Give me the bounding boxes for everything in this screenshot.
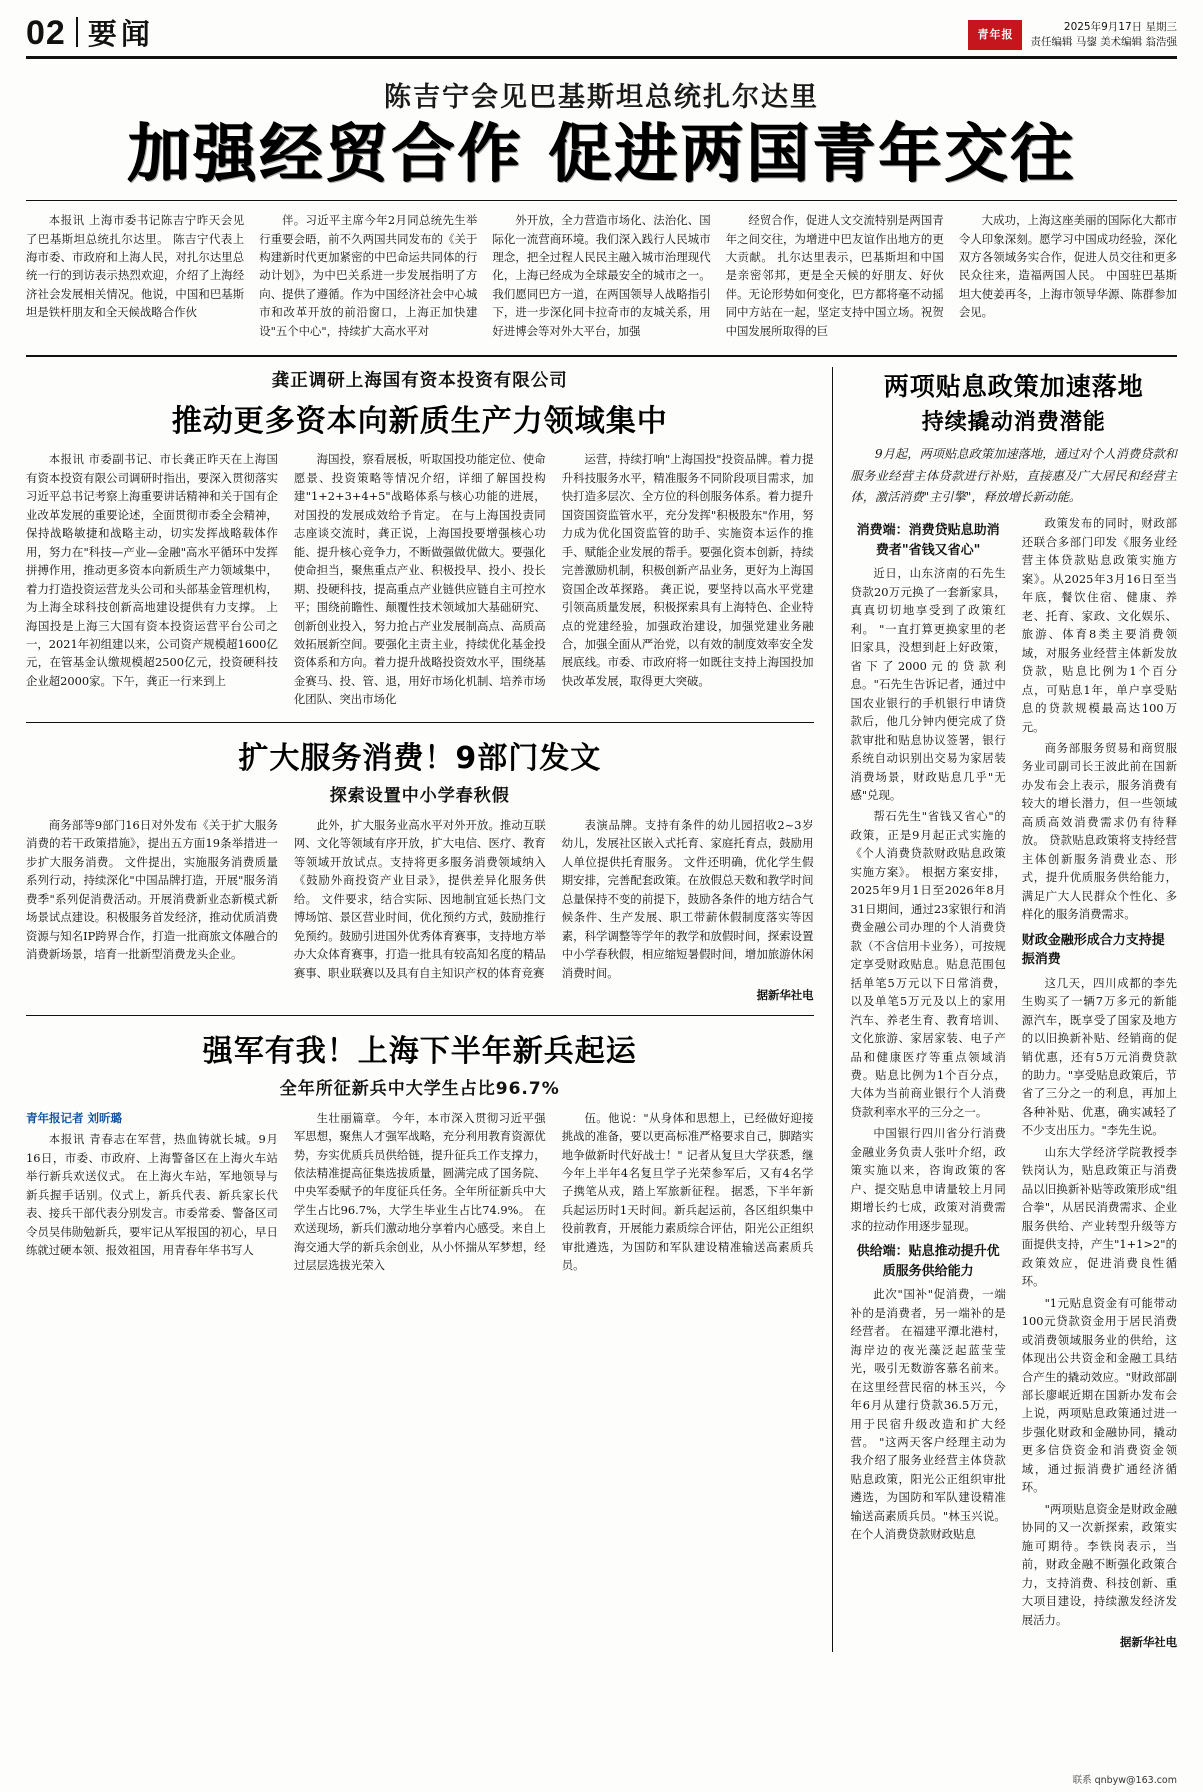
masthead-meta bbox=[1030, 20, 1177, 50]
main-body bbox=[26, 367, 1177, 1651]
paragraph: 伴。习近平主席今年2月同总统先生举行重要会晤，前不久两国共同发布的《关于构建新时代更加紧密的中巴命运共同体的行动计划》，为中巴关系进一步发展指明了方向、提供了遵循。作为中国经济社会中心城市和改革开放的前沿窗口，上海正加快建设"五个中心"，持续扩大高水平对 bbox=[259, 213, 478, 338]
paragraph: 商务部服务贸易和商贸服务业司副司长王波此前在国新办发布会上表示，服务消费有较大的增长潜力，但一些领域高质高效消费需求仍有待释放。 贷款贴息政策将支持经营主体创新服务消费业态、形式，提升优质服务供给能力，满足广大人民群众个性化、多样化的服务消费需求。 bbox=[1021, 740, 1178, 922]
service-body bbox=[26, 816, 814, 1005]
army-headline: 强军有我！上海下半年新兵起运 bbox=[202, 1033, 637, 1069]
lead-story-header bbox=[26, 75, 1177, 188]
paragraph: 海国投，察看展板，听取国投功能定位、使命愿景、投资策略等情况介绍，详细了解国投构建"1+2+3+4+5"战略体系与核心功能的进展，对国投的发展成效给予肯定。 在与上海国投责同志座谈交流时，龚正说，上海国投要增强核心功能、提升核心竞争力，不断做强做优做大。要强化使命担当，聚焦重点产业、积极投早、投小、投长期、投硬科技，提高重点产业链供应链自主可控水平；围绕前瞻性、颠覆性技术领域加大基础研究、创新创业投入，努力抢占产业发展制高点、高质高效拓展新空间。要强化主责主业，持续优化基金投资体系和方向。着力提升战略投资效水平，围绕基金赛马、投、管、退，用好市场化机制、培养市场化团队、突出市场化 bbox=[293, 452, 546, 707]
paragraph: 本报讯 上海市委书记陈吉宁昨天会见了巴基斯坦总统扎尔达里。 陈吉宁代表上海市委、市政府和上海人民，对扎尔达里总统一行的到访表示热烈欢迎，介绍了上海经济社会发展相关情况。他说，中国和巴基斯坦是铁杆朋友和全天候战略合作伙 bbox=[26, 213, 245, 320]
left-region bbox=[26, 367, 814, 1651]
paragraph: 本报讯 市委副书记、市长龚正昨天在上海国有资本投资有限公司调研时指出，要深入贯彻落实习近平总书记考察上海重要讲话精神和关于国有企业改革发展的重要论述，全面贯彻市委全会精神，保持战略敏捷和战略主动，切实发挥战略载体作用，努力在"科技—产业—金融"高水平循环中发挥拼搏作用，推动更多资本向新质生产力领域集中，着力打造投资运营龙头公司和头部基金管理机构，为上海全球科技创新高地建设提供有力支撑。 上海国投是上海三大国有资本投资运营平台公司之一，2021年初组建以来，公司资产规模超1600亿元，在管基金认缴规模超2500亿元，投资硬科技企业超2000家。下午，龚正一行来到上 bbox=[26, 452, 278, 688]
contact-email: 联系 qnbyw@163.com bbox=[1072, 1775, 1177, 1786]
paragraph: "1元贴息资金有可能带动100元贷款资金用于居民消费或消费领域服务业的供给，这体现出公共资金和金融工具结合产生的撬动效应。"财政部副部长廖岷近期在国新办发布会上说，两项贴息政策通过进一步强化财政和金融协同，撬动更多信贷资金和消费资金领域，通过振消费扩通经济循环。 bbox=[1021, 1295, 1178, 1495]
paragraph: 生壮丽篇章。 今年，本市深入贯彻习近平强军思想，聚焦人才强军战略，充分利用教育资源优势，夯实优质兵员供给链，提升征兵工作支撑力，依法精准提高征集选拔质量，圆满完成了国务院、中央军委赋予的年度征兵任务。全年所征新兵中大学生占比96.7%，大学生毕业生占比74.9%。 在欢送现场，新兵们激动地分享着内心感受。来自上海交通大学的新兵余创业，从小怀揣从军梦想，经过层层选拔光荣入 bbox=[293, 1110, 546, 1273]
lead-col-4 bbox=[726, 211, 944, 343]
paragraph: 此次"国补"促消费，一端补的是消费者，另一端补的是经营者。 在福建平潭北港村，海岸边的夜光藻泛起蓝莹莹光，吸引无数游客慕名前来。在这里经营民宿的林玉兴，今年6月从建行贷款36.5万元，用于民宿升级改造和扩大经营。 "这两天客户经理主动为我介绍了服务业经营主体贷款贴息政策，阳光公正组织审批遴选，为国防和军队建设精准输送高素质兵员。"林玉兴说。 在个人消费贷款财政贴息 bbox=[850, 1287, 1006, 1542]
service-col-1 bbox=[26, 816, 278, 1005]
service-source: 据新华社电 bbox=[756, 988, 814, 1003]
army-subheadline: 全年所征新兵中大学生占比96.7% bbox=[279, 1078, 560, 1099]
paragraph: 山东大学经济学院教授李铁岗认为，贴息政策正与消费品以旧换新补贴等政策形成"组合拳"，从居民消费需求、企业服务供给、产业转型升级等方面提供支持，产生"1+1>2"的政策效应，促进消费良性循环。 bbox=[1021, 1144, 1178, 1289]
masthead bbox=[26, 14, 1177, 59]
paragraph: "两项贴息资金是财政金融协同的又一次新探索，政策实施可期待。李铁岗表示，当前，财政金融不断强化政策合力，支持消费、科技创新、重大项目建设，持续激发经济发展活力。 bbox=[1021, 1501, 1178, 1627]
masthead-right bbox=[968, 20, 1177, 50]
army-col-3 bbox=[562, 1109, 814, 1278]
article-army-recruits bbox=[26, 1026, 814, 1278]
section-separator bbox=[26, 722, 814, 723]
paragraph: 大成功，上海这座美丽的国际化大都市令人印象深刻。愿学习中国成功经验，深化双方各领域务实合作，促进人员交往和更多民众往来，造福两国人民。 中国驻巴基斯坦大使姜再冬，上海市领导华源、陈群参加会见。 bbox=[958, 213, 1178, 320]
paragraph: 近日，山东济南的石先生贷款20万元换了一套新家具，真真切切地享受到了政策红利。 "一直打算更换家里的老旧家具，没想到赶上好政策，省下了2000元的贷款利息。"石先生告诉记者，通过中国农业银行的手机银行申请贷款后，他几分钟内便完成了贷款审批和贴息协议签署，银行系统自动识别出交易为家居装消费场景，财政贴息几乎"无感"兑现。 bbox=[850, 566, 1006, 802]
section-separator bbox=[26, 1015, 814, 1016]
publication-date: 2025年9月17日 星期三 bbox=[1063, 20, 1177, 33]
army-body bbox=[26, 1109, 814, 1278]
section-title: 要闻 bbox=[87, 17, 154, 51]
gong-body bbox=[26, 450, 814, 712]
paragraph: 中国银行四川省分行消费金融业务负责人张叶介绍，政策实施以来，咨询政策的客户、提交贴息申请量较上月同期增长约七成，政策对消费需求的拉动作用逐步显现。 bbox=[850, 1126, 1006, 1233]
subsidy-col-2 bbox=[1022, 514, 1177, 1651]
subsidy-body bbox=[851, 514, 1177, 1651]
paragraph: 这几天，四川成都的李先生购买了一辆7万多元的新能源汽车，既享受了国家及地方的以旧换新补贴、经销商的促销优惠，还有5万元消费贷款的助力。"享受贴息政策后，节省了三分之一的利息，再加上各种补贴、优惠，确实减轻了不少支出压力。"李先生说。 bbox=[1021, 975, 1178, 1138]
gong-shoulder-headline: 龚正调研上海国有资本投资有限公司 bbox=[271, 371, 568, 392]
subsidy-section4-head: 财政金融形成合力支持提振消费 bbox=[1021, 932, 1165, 968]
gong-col-1 bbox=[26, 450, 278, 712]
section-separator bbox=[26, 355, 1177, 357]
paragraph: 经贸合作，促进人文交流特别是两国青年之间交往，为增进中巴友谊作出地方的更大贡献。 扎尔达里表示，巴基斯坦和中国是亲密邻邦，更是全天候的好朋友、好伙伴。无论形势如何变化，巴方都将毫不动摇同中方站在一起，坚定支持中国立场。祝贺中国发展所取得的巨 bbox=[725, 213, 944, 338]
gong-col-2 bbox=[294, 450, 546, 712]
service-col-3 bbox=[562, 816, 814, 1005]
paragraph: 帮石先生"省钱又省心"的政策，正是9月起正式实施的《个人消费贷款财政贴息政策实施方案》。 根据方案安排，2025年9月1日至2026年8月31日期间，通过23家银行和消费金融公司办理的个人消费贷款（不含信用卡业务），可按规定享受财政贴息。贴息范围包括单笔5万元以下日常消费，以及单笔5万元及以上的家用汽车、养老生育、教育培训、文化旅游、家居家装、电子产品和健康医疗等重点领域消费。贴息比例为1个百分点，大体为当前商业银行个人消费贷款利率水平的三分之一。 bbox=[850, 809, 1006, 1119]
vertical-divider bbox=[832, 367, 833, 1651]
publication-logo: 青年报 bbox=[968, 20, 1022, 50]
paragraph: 本报讯 青春志在军营，热血铸就长城。9月16日，市委、市政府、上海警备区在上海火车站举行新兵欢送仪式。 在上海火车站，军地领导与新兵握手话别。仪式上，新兵代表、新兵家长代表、接兵干部代表分别发言。市委常委、警备区司令员吴伟勋勉新兵，要牢记从军报国的初心，早日练就过硬本领、报效祖国，用青春年华书写人 bbox=[26, 1132, 278, 1257]
lead-story-body bbox=[26, 211, 1177, 343]
lead-shoulder-headline: 陈吉宁会见巴基斯坦总统扎尔达里 bbox=[384, 82, 819, 113]
subsidy-intro: 9月起，两项贴息政策加速落地，通过对个人消费贷款和服务业经营主体贷款进行补贴，直接惠及广大居民和经营主体，激活消费"主引擎"，释放增长新动能。 bbox=[850, 447, 1177, 504]
masthead-left bbox=[26, 14, 154, 50]
subsidy-source: 据新华社电 bbox=[1120, 1635, 1178, 1650]
paragraph: 商务部等9部门16日对外发布《关于扩大服务消费的若干政策措施》，提出五方面19条举措进一步扩大服务消费。 文件提出，实施服务消费质量系列行动，持续深化"中国品牌打造，开展"服务消费季"系列促消费活动。开展消费新业态新模式新场景试点建设。积极服务首发经济，推动优质消费资源与知名IP跨界合作，打造一批商旅文体融合的消费新场景，培育一批新型消费龙头企业。 bbox=[26, 817, 278, 962]
lead-headline: 加强经贸合作 促进两国青年交往 bbox=[127, 117, 1076, 190]
paragraph: 政策发布的同时，财政部还联合多部门印发《服务业经营主体贷款贴息政策实施方案》。从2025年3月16日至当年底，餐饮住宿、健康、养老、托育、家政、文化娱乐、旅游、体育8类主要消费领域，对服务业经营主体新发放贷款，贴息比例为1个百分点，可贴息1年，单户享受贴息的贷款规模最高达100万元。 bbox=[1021, 516, 1178, 734]
lead-col-5 bbox=[959, 211, 1177, 343]
page-number: 02 bbox=[26, 14, 66, 52]
service-headline: 扩大服务消费！9部门发文 bbox=[238, 740, 602, 776]
army-col-1 bbox=[26, 1109, 278, 1278]
paragraph: 外开放，全力营造市场化、法治化、国际化一流营商环境。我们深入践行人民城市理念，把全过程人民民主融入城市治理现代化，上海已经成为全球最安全的城市之一。我们愿同巴方一道，在两国领导人战略指引下，进一步深化同卡拉奇市的友城关系，用好进博会等对外大平台，加强 bbox=[492, 213, 711, 338]
paragraph: 表演品牌。支持有条件的幼儿园招收2~3岁幼儿，发展社区嵌入式托育、家庭托育点，鼓励用人单位提供托育服务。 文件还明确，优化学生假期安排，完善配套政策。在放假总天数和教学时间总量保持不变的前提下，鼓励各条件的地方结合气候条件、生产发展、职工带薪休假制度落实等因素，科学调整等学年的教学和放假时间，探索设置中小学春秋假，相应缩短暑假时间，增加旅游休闲消费时间。 bbox=[561, 817, 814, 980]
article-subsidy-policy bbox=[851, 367, 1177, 1651]
army-col-2 bbox=[294, 1109, 546, 1278]
lead-col-2 bbox=[259, 211, 477, 343]
rule bbox=[26, 200, 1177, 201]
subsidy-col-1 bbox=[851, 514, 1006, 1651]
masthead-divider bbox=[76, 17, 78, 47]
subsidy-section1-head: 消费端：消费贷贴息助消费者"省钱又省心" bbox=[856, 523, 1000, 558]
service-col-2 bbox=[294, 816, 546, 1005]
army-byline: 青年报记者 刘昕璐 bbox=[26, 1110, 123, 1125]
gong-headline: 推动更多资本向新质生产力领域集中 bbox=[171, 404, 668, 440]
subsidy-subheadline: 持续撬动消费潜能 bbox=[921, 410, 1106, 436]
subsidy-headline: 两项贴息政策加速落地 bbox=[883, 372, 1144, 402]
article-gong-zheng bbox=[26, 367, 814, 712]
gong-col-3 bbox=[562, 450, 814, 712]
paragraph: 此外，扩大服务业高水平对外开放。推动互联网、文化等领域有序开放，扩大电信、医疗、教育等领域开放试点。支持将更多服务消费领域纳入《鼓励外商投资产业目录》，提供差异化服务供给。 文件要求，结合实际、因地制宜延长热门文博场馆、景区营业时间，优化预约方式，鼓励推行免预约。鼓励引进国外优秀体育赛事，支持地方举办大众体育赛事，打造一批具有较高知名度的精品赛事、职业联赛以及具有自主知识产权的体育竞赛 bbox=[293, 817, 546, 980]
subsidy-section2-head: 供给端：贴息推动提升优质服务供给能力 bbox=[856, 1244, 1000, 1279]
paragraph: 伍。他说："从身体和思想上，已经做好迎接挑战的准备，要以更高标准严格要求自己，脚踏实地争做新时代好战士！" 记者从复旦大学获悉，继今年上半年4名复旦学子光荣参军后，又有4名学子携笔从戎，踏上军旅新征程。 据悉，下半年新兵起运历时1天时间。新兵起运前，各区组织集中役前教育，开展能力素质综合评估，阳光公正组织审批遴选，为国防和军队建设精准输送高素质兵员。 bbox=[561, 1110, 814, 1273]
lead-col-1 bbox=[26, 211, 244, 343]
paragraph: 运营，持续打响"上海国投"投资品牌。着力提升科技服务水平，精准服务不同阶段项目需求，加快打造多层次、全方位的科创服务体系。着力提升国资国资监管水平，充分发挥"积极股东"作用，努力成为优化国资监管的助手、实施资本运作的推手、赋能企业发展的帮手。要强化资本创新，持续完善激励机制，积极创新产品业务，更好为上海国资国企改革探路。 龚正说，要坚持以高水平党建引领高质量发展，积极探索具有上海特色、企业特点的党建经验，加强政治建设，加强党建业务融合，加强全面从严治党，以有效的制度效率安全发展底线。市委、市政府将一如既往支持上海国投加快改革发展，取得更大突破。 bbox=[561, 452, 814, 688]
lead-col-3 bbox=[492, 211, 710, 343]
editor-credits: 责任编辑 马鋆 美术编辑 翁浩强 bbox=[1030, 35, 1177, 48]
service-subheadline: 探索设置中小学春秋假 bbox=[329, 785, 510, 806]
article-service-consumption bbox=[26, 733, 814, 1005]
